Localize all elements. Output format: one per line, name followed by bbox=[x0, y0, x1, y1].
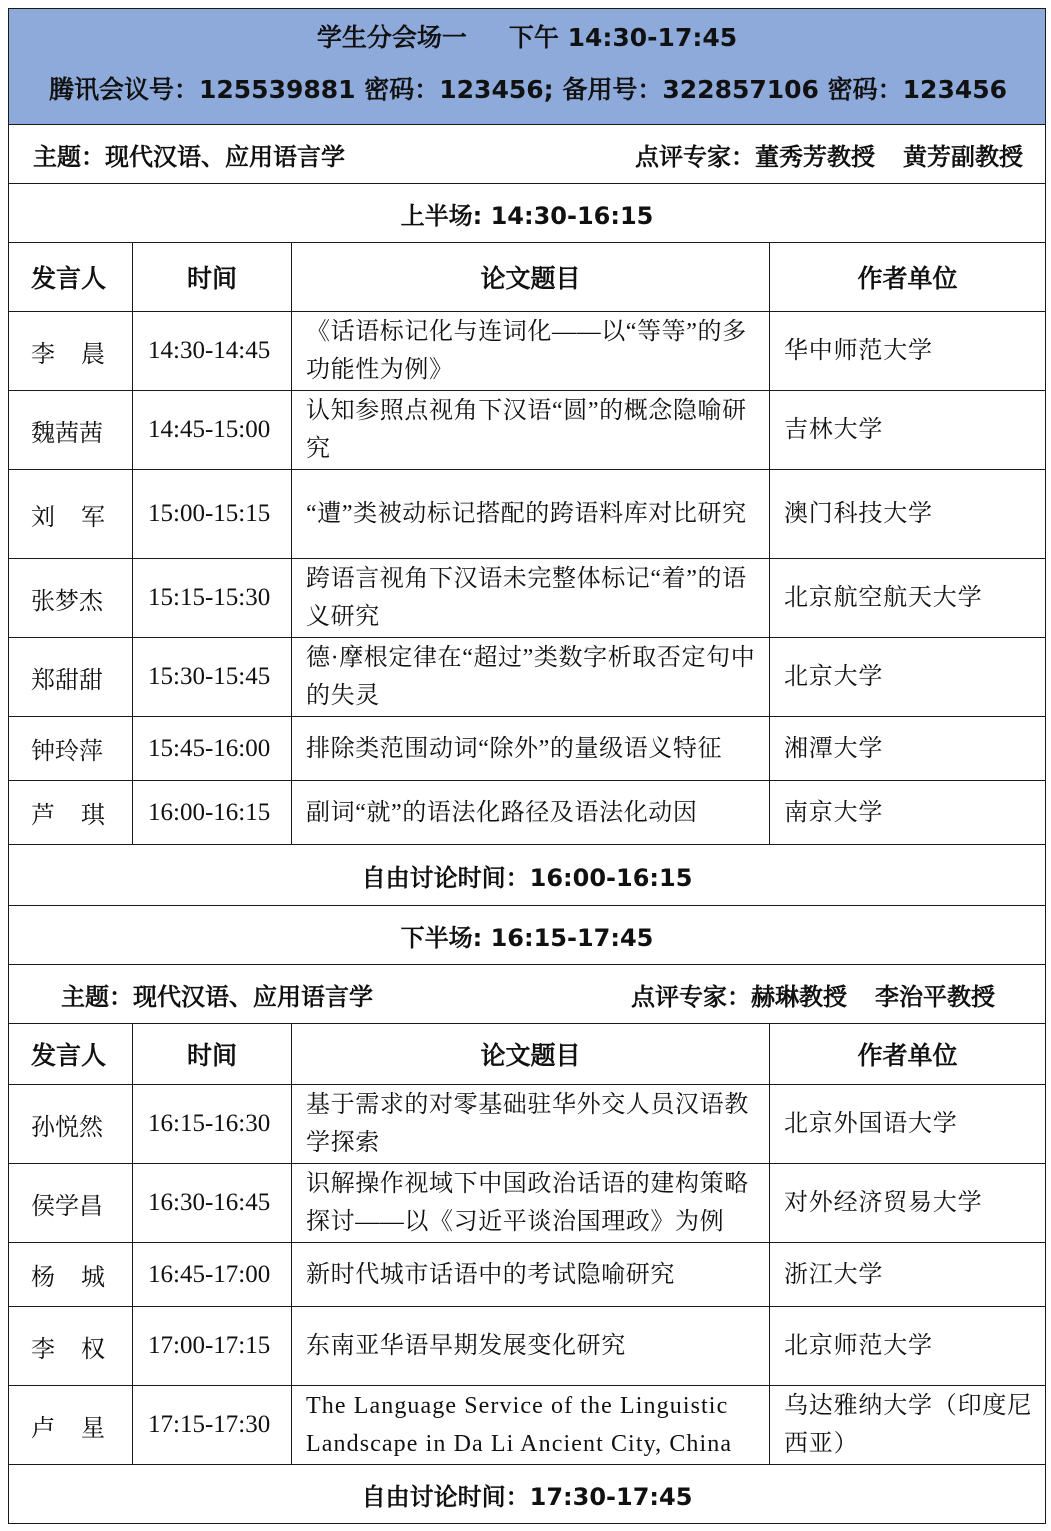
table-row bbox=[9, 781, 1046, 845]
talk-time: 16:15-16:30 bbox=[133, 1085, 292, 1164]
col-unit: 作者单位 bbox=[770, 1024, 1046, 1085]
speaker-name: 钟玲萍 bbox=[9, 717, 133, 781]
talk-time: 16:45-17:00 bbox=[133, 1243, 292, 1307]
second-theme: 主题：现代汉语、应用语言学 bbox=[61, 982, 373, 1011]
col-speaker: 发言人 bbox=[9, 1024, 133, 1085]
first-theme: 主题：现代汉语、应用语言学 bbox=[33, 142, 345, 171]
talk-time: 16:00-16:15 bbox=[133, 781, 292, 845]
venue-time: 下午 14:30-17:45 bbox=[508, 22, 738, 52]
schedule-table bbox=[8, 8, 1046, 1524]
paper-title: 排除类范围动词“除外”的量级语义特征 bbox=[292, 717, 770, 781]
second-column-headers bbox=[9, 1024, 1046, 1085]
talk-time: 16:30-16:45 bbox=[133, 1164, 292, 1243]
table-row bbox=[9, 391, 1046, 470]
author-unit: 澳门科技大学 bbox=[770, 470, 1046, 559]
speaker-name: 刘军 bbox=[9, 470, 133, 559]
speaker-name: 孙悦然 bbox=[9, 1085, 133, 1164]
paper-title: 新时代城市话语中的考试隐喻研究 bbox=[292, 1243, 770, 1307]
second-theme-line bbox=[9, 977, 1045, 1012]
first-discussion-row bbox=[9, 845, 1046, 906]
paper-title: 《话语标记化与连词化——以“等等”的多功能性为例》 bbox=[292, 312, 770, 391]
second-reviewer-2: 李治平教授 bbox=[875, 982, 996, 1011]
speaker-name: 杨城 bbox=[9, 1243, 133, 1307]
talk-time: 15:00-15:15 bbox=[133, 470, 292, 559]
author-unit: 对外经济贸易大学 bbox=[770, 1164, 1046, 1243]
first-theme-row bbox=[9, 125, 1046, 184]
paper-title: 认知参照点视角下汉语“圆”的概念隐喻研究 bbox=[292, 391, 770, 470]
talk-time: 17:00-17:15 bbox=[133, 1307, 292, 1386]
paper-title: 德·摩根定律在“超过”类数字析取否定句中的失灵 bbox=[292, 638, 770, 717]
second-theme-cell bbox=[9, 965, 1046, 1024]
table-row bbox=[9, 470, 1046, 559]
table-row bbox=[9, 1243, 1046, 1307]
speaker-name: 郑甜甜 bbox=[9, 638, 133, 717]
author-unit: 吉林大学 bbox=[770, 391, 1046, 470]
talk-time: 15:30-15:45 bbox=[133, 638, 292, 717]
speaker-name: 卢星 bbox=[9, 1386, 133, 1465]
first-discussion: 自由讨论时间：16:00-16:15 bbox=[9, 845, 1046, 906]
author-unit: 北京师范大学 bbox=[770, 1307, 1046, 1386]
second-session-row bbox=[9, 906, 1046, 965]
table-row bbox=[9, 1164, 1046, 1243]
second-theme-row bbox=[9, 965, 1046, 1024]
author-unit: 华中师范大学 bbox=[770, 312, 1046, 391]
talk-time: 15:45-16:00 bbox=[133, 717, 292, 781]
table-row bbox=[9, 638, 1046, 717]
table-row bbox=[9, 1085, 1046, 1164]
author-unit: 北京外国语大学 bbox=[770, 1085, 1046, 1164]
first-reviewer-2: 黄芳副教授 bbox=[903, 142, 1024, 171]
table-row bbox=[9, 559, 1046, 638]
paper-title: 东南亚华语早期发展变化研究 bbox=[292, 1307, 770, 1386]
first-reviewer-1: 点评专家：董秀芳教授 bbox=[635, 142, 876, 171]
paper-title: 识解操作视域下中国政治话语的建构策略探讨——以《习近平谈治国理政》为例 bbox=[292, 1164, 770, 1243]
speaker-name: 侯学昌 bbox=[9, 1164, 133, 1243]
speaker-name: 张梦杰 bbox=[9, 559, 133, 638]
paper-title: 基于需求的对零基础驻华外交人员汉语教学探索 bbox=[292, 1085, 770, 1164]
talk-time: 14:45-15:00 bbox=[133, 391, 292, 470]
speaker-name: 李权 bbox=[9, 1307, 133, 1386]
table-row bbox=[9, 312, 1046, 391]
talk-time: 15:15-15:30 bbox=[133, 559, 292, 638]
first-session-row bbox=[9, 184, 1046, 243]
author-unit: 浙江大学 bbox=[770, 1243, 1046, 1307]
paper-title: “遭”类被动标记搭配的跨语料库对比研究 bbox=[292, 470, 770, 559]
author-unit: 乌达雅纳大学（印度尼西亚） bbox=[770, 1386, 1046, 1465]
meeting-main: 腾讯会议号：125539881 密码：123456; bbox=[49, 74, 554, 104]
second-discussion: 自由讨论时间：17:30-17:45 bbox=[9, 1465, 1046, 1524]
paper-title: The Language Service of the Linguistic Landscape in Da Li Ancient City, China bbox=[292, 1386, 770, 1465]
col-title: 论文题目 bbox=[292, 1024, 770, 1085]
second-reviewer-1: 点评专家：赫琳教授 bbox=[631, 982, 848, 1011]
header-cell bbox=[9, 9, 1046, 125]
talk-time: 17:15-17:30 bbox=[133, 1386, 292, 1465]
first-reviewers bbox=[635, 137, 1023, 172]
paper-title: 副词“就”的语法化路径及语法化动因 bbox=[292, 781, 770, 845]
col-title: 论文题目 bbox=[292, 243, 770, 312]
header-row bbox=[9, 9, 1046, 125]
speaker-name: 魏茜茜 bbox=[9, 391, 133, 470]
author-unit: 北京航空航天大学 bbox=[770, 559, 1046, 638]
table-row bbox=[9, 1307, 1046, 1386]
author-unit: 湘潭大学 bbox=[770, 717, 1046, 781]
table-row bbox=[9, 1386, 1046, 1465]
second-discussion-row bbox=[9, 1465, 1046, 1524]
col-unit: 作者单位 bbox=[770, 243, 1046, 312]
schedule-document bbox=[8, 8, 1045, 1524]
table-row bbox=[9, 717, 1046, 781]
first-theme-cell bbox=[9, 125, 1046, 184]
first-theme-line bbox=[9, 137, 1045, 172]
venue-name: 学生分会场一 bbox=[316, 22, 467, 52]
first-column-headers bbox=[9, 243, 1046, 312]
second-session-label: 下半场: 16:15-17:45 bbox=[9, 906, 1046, 965]
meeting-backup: 备用号：322857106 密码：123456 bbox=[562, 74, 1008, 104]
venue-title bbox=[9, 11, 1045, 65]
col-time: 时间 bbox=[133, 243, 292, 312]
meeting-info bbox=[9, 65, 1045, 123]
second-reviewers bbox=[631, 977, 995, 1012]
talk-time: 14:30-14:45 bbox=[133, 312, 292, 391]
author-unit: 北京大学 bbox=[770, 638, 1046, 717]
col-speaker: 发言人 bbox=[9, 243, 133, 312]
speaker-name: 芦琪 bbox=[9, 781, 133, 845]
col-time: 时间 bbox=[133, 1024, 292, 1085]
speaker-name: 李晨 bbox=[9, 312, 133, 391]
paper-title: 跨语言视角下汉语未完整体标记“着”的语义研究 bbox=[292, 559, 770, 638]
author-unit: 南京大学 bbox=[770, 781, 1046, 845]
first-session-label: 上半场: 14:30-16:15 bbox=[9, 184, 1046, 243]
